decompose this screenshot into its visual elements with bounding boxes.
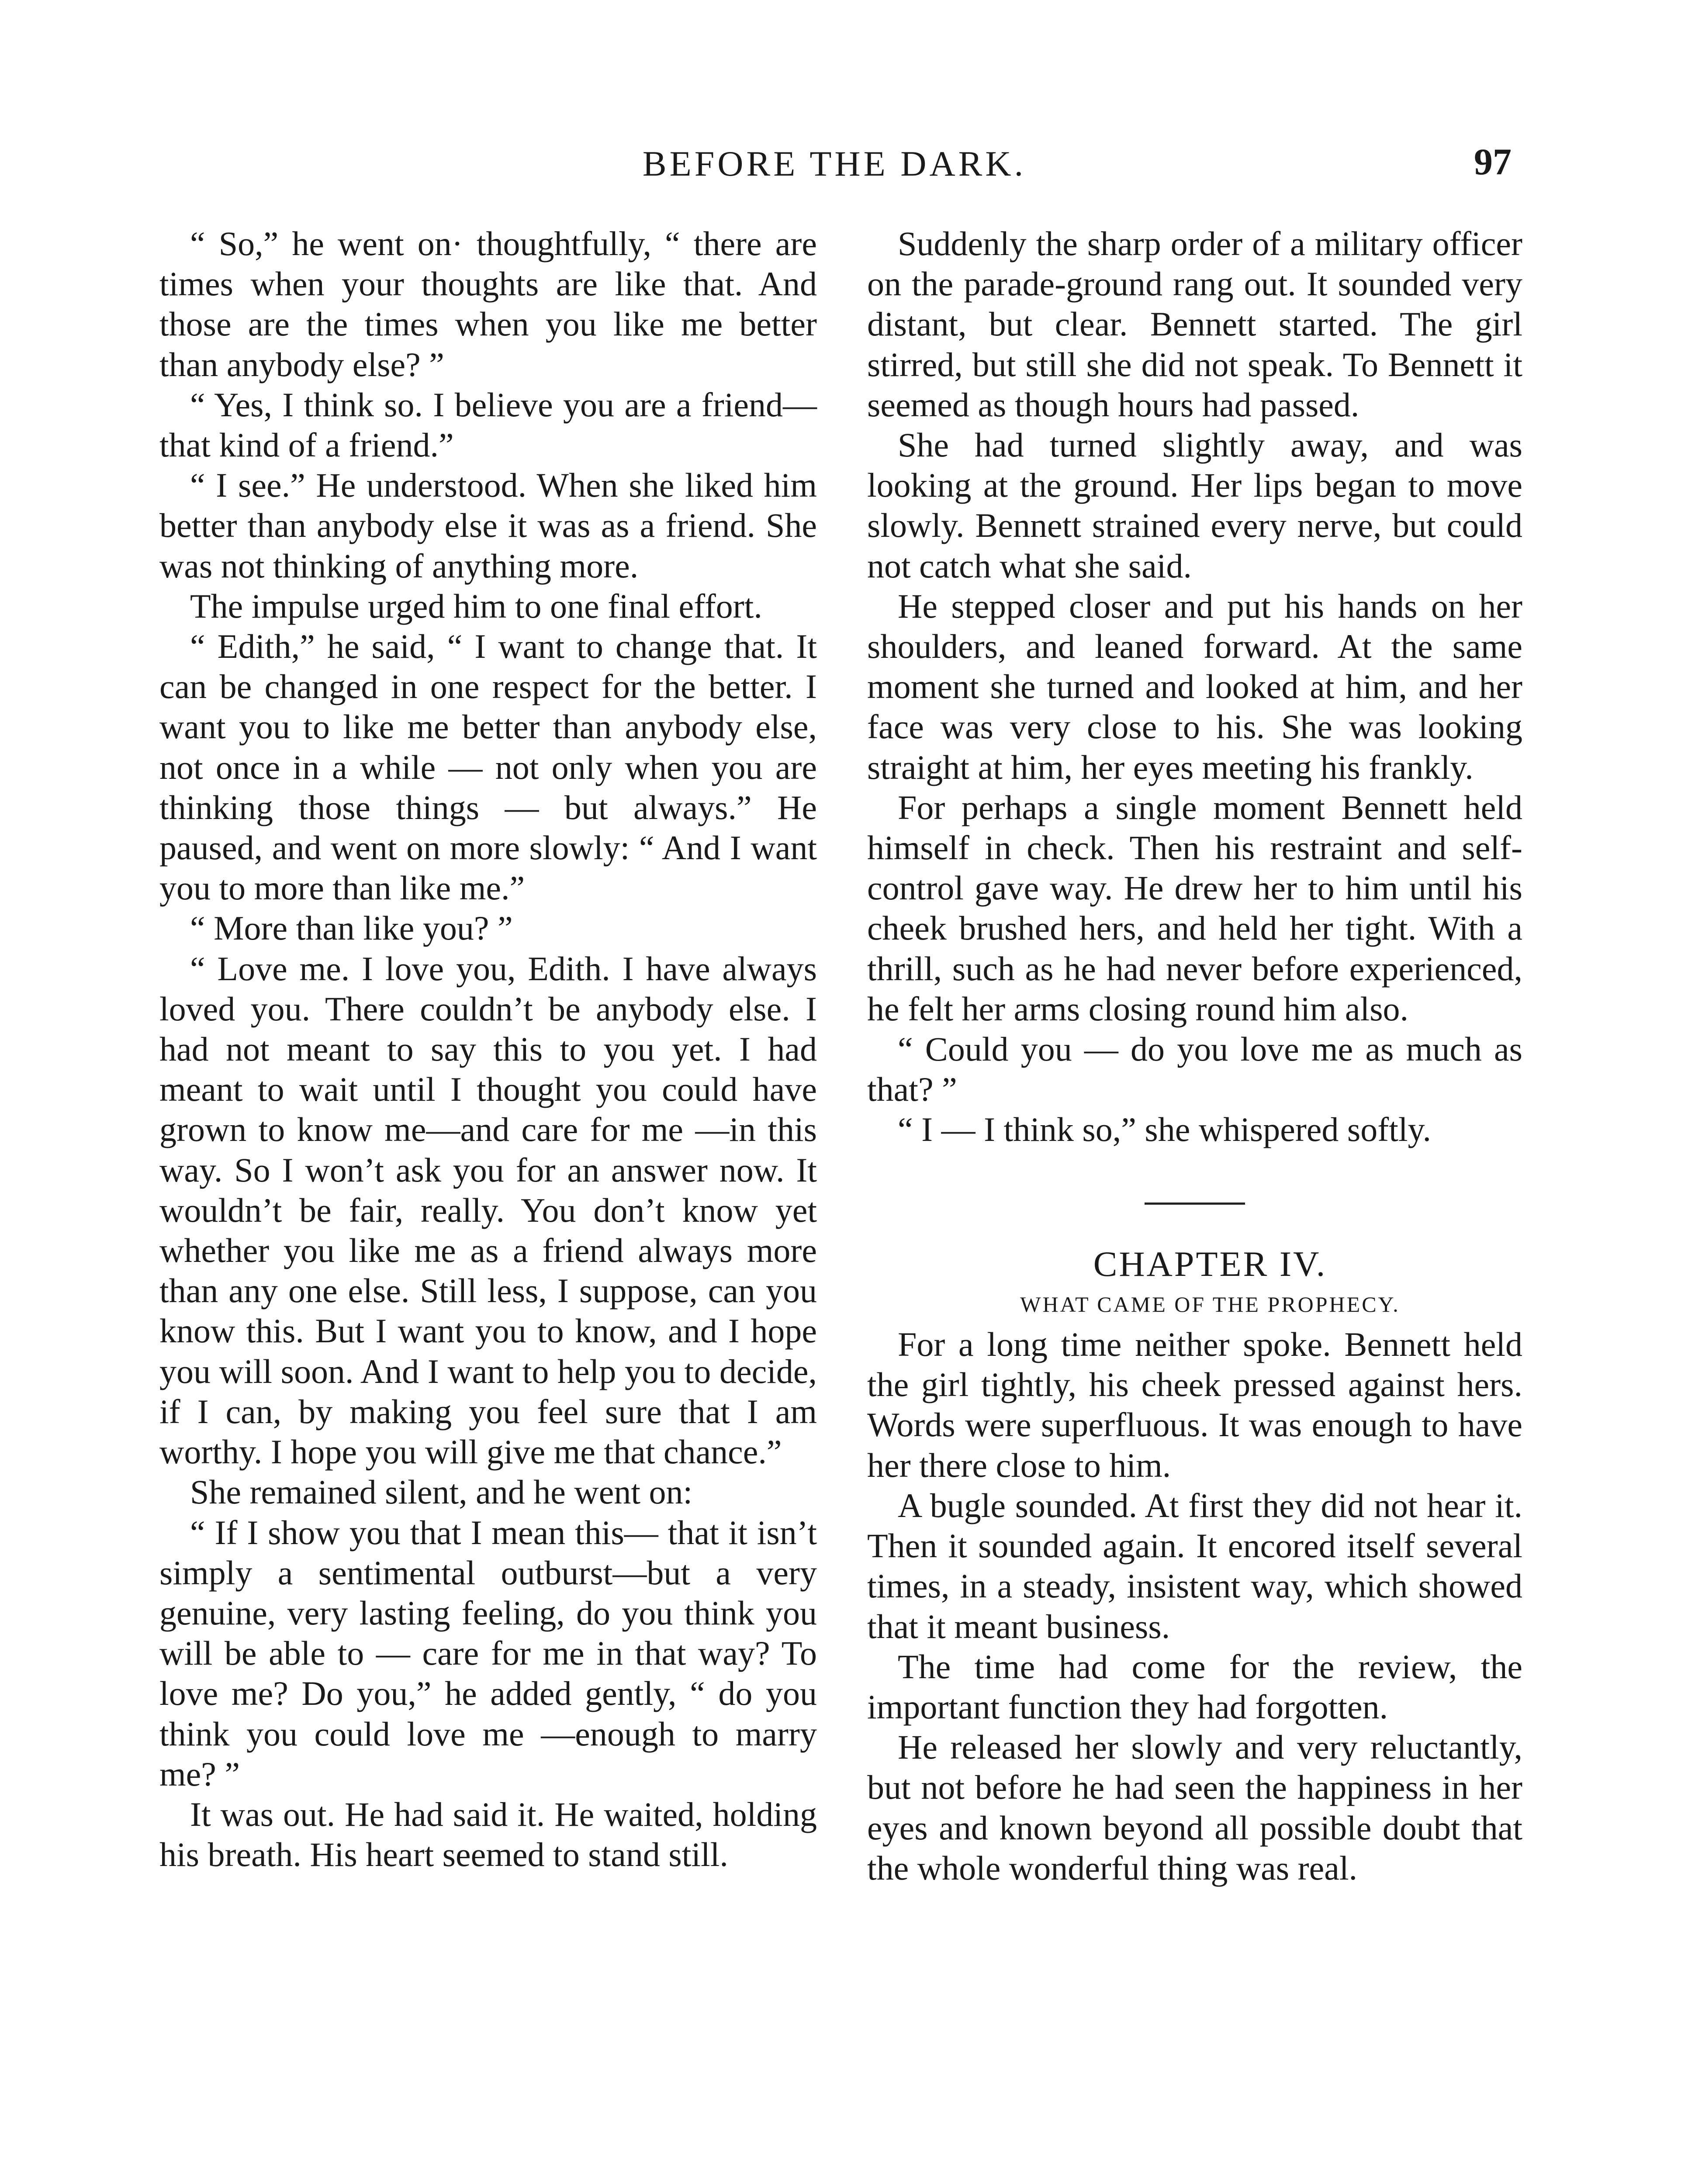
paragraph: She remained silent, and he went on: (190, 1473, 693, 1511)
paragraph: “ More than like you? ” (190, 909, 513, 947)
chapter-title: CHAPTER IV. (1093, 1244, 1327, 1284)
paragraph: “ I see.” He understood. When she liked him better than anybody else it was as a friend. She was not thinking of anything more. (159, 466, 817, 585)
paragraph: Suddenly the sharp order of a military officer on the parade-ground rang out. It sounded very distant, but clear. Bennett started. The girl stirred, but still she did not speak. To Bennett it seemed as though hours had passed. (867, 225, 1522, 424)
paragraph: “ I — I think so,” she whispered softly. (898, 1110, 1432, 1149)
paragraph: It was out. He had said it. He waited, holding his breath. His heart seemed to stand still. (159, 1795, 817, 1874)
paragraph: He released her slowly and very reluctantly, but not before he had seen the happiness in her eyes and known beyond all possible doubt that the whole wonderful thing was real. (867, 1728, 1522, 1887)
left-column (159, 224, 817, 1875)
paragraph: “ Love me. I love you, Edith. I have always loved you. There couldn’t be anybody else. I had not meant to say this to you yet. I had meant to wait until I thought you could have grown to know me—and care for me —in this way. So I won’t ask you for an answer now. It wouldn’t be fair, really. You don’t know yet whether you like me as a friend always more than any one else. Still less, I suppose, can you know this. But I want you to know, and I hope you will soon. And I want to help you to decide, if I can, by making you feel sure that I am worthy. I hope you will give me that chance.” (159, 949, 817, 1471)
paragraph: “ Yes, I think so. I believe you are a friend—that kind of a friend.” (159, 385, 817, 464)
paragraph: “ So,” he went on· thoughtfully, “ there are times when your thoughts are like that. And those are the times when you like me better than anybody else? ” (159, 225, 817, 384)
paragraph: The time had come for the review, the important function they had forgotten. (867, 1647, 1522, 1726)
paragraph: “ If I show you that I mean this— that it isn’t simply a sentimental outburst—but a very genuine, very lasting feeling, do you think you will be able to — care for me in that way? To love me? Do you,” he added gently, “ do you think you could love me —enough to marry me? ” (159, 1513, 817, 1793)
paragraph: “ Could you — do you love me as much as that? ” (867, 1030, 1522, 1109)
paragraph: “ Edith,” he said, “ I want to change that. It can be changed in one respect for the better. I want you to like me better than anybody else, not once in a while — not only when you are thinking those things — but always.” He paused, and went on more slowly: “ And I want you to more than like me.” (159, 627, 817, 907)
paragraph: For perhaps a single moment Bennett held himself in check. Then his restraint and self-control gave way. He drew her to him until his cheek brushed hers, and held her tight. With a thrill, such as he had never before experienced, he felt her arms closing round him also. (867, 788, 1522, 1028)
right-column (867, 224, 1522, 1888)
paragraph: The impulse urged him to one final effort. (190, 587, 762, 625)
paragraph: For a long time neither spoke. Bennett held the girl tightly, his cheek pressed against hers. Words were superfluous. It was enough to have her there close to him. (867, 1325, 1522, 1484)
running-head (157, 140, 1512, 197)
running-title: BEFORE THE DARK. (642, 144, 1027, 183)
paragraph: A bugle sounded. At first they did not hear it. Then it sounded again. It encored itself several times, in a steady, insistent way, which showed that it meant business. (867, 1486, 1522, 1645)
paragraph: He stepped closer and put his hands on her shoulders, and leaned forward. At the same moment she turned and looked at him, and her face was very close to his. She was looking straight at him, her eyes meeting his frankly. (867, 587, 1522, 786)
section-divider (1145, 1203, 1245, 1205)
page-number: 97 (1474, 141, 1512, 183)
paragraph: She had turned slightly away, and was looking at the ground. Her lips began to move slowly. Bennett strained every nerve, but could not catch what she said. (867, 426, 1522, 585)
chapter-subtitle: WHAT CAME OF THE PROPHECY. (1020, 1292, 1400, 1317)
